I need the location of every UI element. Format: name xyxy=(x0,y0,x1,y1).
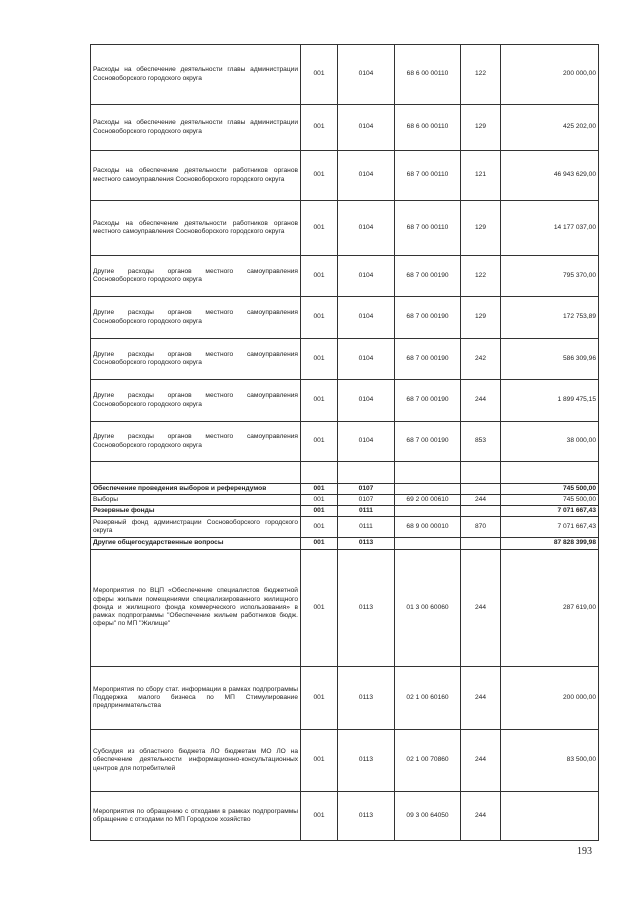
gr-code: 001 xyxy=(301,256,338,297)
amount: 200 000,00 xyxy=(501,667,599,730)
gr-code: 001 xyxy=(301,105,338,151)
amount xyxy=(501,792,599,841)
section-name: Обеспечение проведения выборов и референдумов xyxy=(91,484,301,495)
target-code: 09 3 00 64050 xyxy=(395,792,461,841)
page-number: 193 xyxy=(577,846,592,857)
table-row xyxy=(91,380,599,422)
target-code xyxy=(395,538,461,550)
gr-code: 001 xyxy=(301,339,338,380)
section-code: 0113 xyxy=(338,538,395,550)
table-row-section xyxy=(91,538,599,550)
expense-type-code: 122 xyxy=(461,45,501,105)
expense-name: Выборы xyxy=(91,495,301,506)
expense-name: Расходы на обеспечение деятельности главы администрации Сосновоборского городского округа xyxy=(91,45,301,105)
expense-type-code: 870 xyxy=(461,517,501,538)
target-code: 68 7 00 00190 xyxy=(395,339,461,380)
section-code: 0113 xyxy=(338,550,395,667)
target-code xyxy=(395,462,461,484)
expense-name: Субсидия из областного бюджета ЛО бюджетам МО ЛО на обеспечение деятельности информационно-консультационных центров для потребителей xyxy=(91,730,301,792)
section-code: 0104 xyxy=(338,151,395,201)
gr-code: 001 xyxy=(301,792,338,841)
target-code: 68 7 00 00110 xyxy=(395,201,461,256)
section-code: 0104 xyxy=(338,105,395,151)
amount xyxy=(501,462,599,484)
expense-type-code xyxy=(461,506,501,517)
expense-name: Резервный фонд администрации Сосновоборского городского округа xyxy=(91,517,301,538)
gr-code: 001 xyxy=(301,45,338,105)
gr-code: 001 xyxy=(301,667,338,730)
table-row xyxy=(91,45,599,105)
amount: 87 828 399,98 xyxy=(501,538,599,550)
expense-name: Другие расходы органов местного самоуправления Сосновоборского городского округа xyxy=(91,380,301,422)
amount: 46 943 629,00 xyxy=(501,151,599,201)
table-row xyxy=(91,667,599,730)
section-code: 0104 xyxy=(338,45,395,105)
section-code: 0104 xyxy=(338,339,395,380)
expense-type-code: 853 xyxy=(461,422,501,462)
table-row xyxy=(91,422,599,462)
section-code: 0113 xyxy=(338,667,395,730)
expense-name: Расходы на обеспечение деятельности работников органов местного самоуправления Сосновоборского городского округа xyxy=(91,151,301,201)
section-code: 0113 xyxy=(338,730,395,792)
table-row xyxy=(91,201,599,256)
gr-code: 001 xyxy=(301,517,338,538)
expense-type-code: 244 xyxy=(461,667,501,730)
expense-name xyxy=(91,462,301,484)
gr-code xyxy=(301,462,338,484)
expense-type-code: 242 xyxy=(461,339,501,380)
table-row xyxy=(91,730,599,792)
gr-code: 001 xyxy=(301,484,338,495)
amount: 172 753,89 xyxy=(501,297,599,339)
amount: 745 500,00 xyxy=(501,484,599,495)
table-row xyxy=(91,517,599,538)
gr-code: 001 xyxy=(301,730,338,792)
target-code: 68 7 00 00110 xyxy=(395,151,461,201)
expense-type-code: 244 xyxy=(461,730,501,792)
gr-code: 001 xyxy=(301,422,338,462)
expense-type-code: 129 xyxy=(461,105,501,151)
expense-type-code: 244 xyxy=(461,380,501,422)
expense-type-code: 244 xyxy=(461,495,501,506)
section-code: 0104 xyxy=(338,201,395,256)
expense-name: Мероприятия по сбору стат. информации в рамках подпрограммы Поддержка малого бизнеса по МП Стимулирование предпринимательства xyxy=(91,667,301,730)
target-code: 69 2 00 00610 xyxy=(395,495,461,506)
target-code xyxy=(395,484,461,495)
section-name: Резервные фонды xyxy=(91,506,301,517)
section-code xyxy=(338,462,395,484)
expense-name: Мероприятия по ВЦП «Обеспечение специалистов бюджетной сферы жилыми помещениями специализированного жилищного фонда и жилищного фонда коммерческого использования» в рамках подпрограммы "Обеспечение жильем работников бюдж. сферы" по МП "Жилище" xyxy=(91,550,301,667)
gr-code: 001 xyxy=(301,297,338,339)
section-code: 0104 xyxy=(338,297,395,339)
section-name: Другие общегосударственные вопросы xyxy=(91,538,301,550)
gr-code: 001 xyxy=(301,538,338,550)
budget-table xyxy=(90,44,599,841)
table-row xyxy=(91,792,599,841)
expense-type-code: 129 xyxy=(461,297,501,339)
gr-code: 001 xyxy=(301,201,338,256)
target-code: 68 7 00 00190 xyxy=(395,422,461,462)
expense-name: Расходы на обеспечение деятельности работников органов местного самоуправления Сосновоборского городского округа xyxy=(91,201,301,256)
target-code: 68 7 00 00190 xyxy=(395,297,461,339)
gr-code: 001 xyxy=(301,380,338,422)
gr-code: 001 xyxy=(301,495,338,506)
table-row xyxy=(91,550,599,667)
table-row-section xyxy=(91,506,599,517)
section-code: 0111 xyxy=(338,506,395,517)
target-code: 02 1 00 70860 xyxy=(395,730,461,792)
section-code: 0107 xyxy=(338,495,395,506)
expense-name: Другие расходы органов местного самоуправления Сосновоборского городского округа xyxy=(91,339,301,380)
gr-code: 001 xyxy=(301,151,338,201)
amount: 200 000,00 xyxy=(501,45,599,105)
expense-type-code: 122 xyxy=(461,256,501,297)
table-row xyxy=(91,297,599,339)
section-code: 0104 xyxy=(338,256,395,297)
expense-type-code: 244 xyxy=(461,792,501,841)
target-code: 68 9 00 00010 xyxy=(395,517,461,538)
table-row-section xyxy=(91,484,599,495)
section-code: 0107 xyxy=(338,484,395,495)
amount: 795 370,00 xyxy=(501,256,599,297)
table-row xyxy=(91,105,599,151)
amount: 83 500,00 xyxy=(501,730,599,792)
amount: 7 071 667,43 xyxy=(501,506,599,517)
amount: 745 500,00 xyxy=(501,495,599,506)
section-code: 0113 xyxy=(338,792,395,841)
target-code: 68 6 00 00110 xyxy=(395,45,461,105)
expense-name: Другие расходы органов местного самоуправления Сосновоборского городского округа xyxy=(91,297,301,339)
table-row xyxy=(91,462,599,484)
target-code: 68 7 00 00190 xyxy=(395,380,461,422)
target-code: 68 6 00 00110 xyxy=(395,105,461,151)
section-code: 0111 xyxy=(338,517,395,538)
expense-type-code xyxy=(461,462,501,484)
section-code: 0104 xyxy=(338,422,395,462)
target-code xyxy=(395,506,461,517)
amount: 14 177 037,00 xyxy=(501,201,599,256)
table-row xyxy=(91,495,599,506)
table-row xyxy=(91,151,599,201)
expense-name: Мероприятия по обращению с отходами в рамках подпрограммы обращение с отходами по МП Городское хозяйство xyxy=(91,792,301,841)
gr-code: 001 xyxy=(301,550,338,667)
expense-type-code: 129 xyxy=(461,201,501,256)
amount: 38 000,00 xyxy=(501,422,599,462)
amount: 287 619,00 xyxy=(501,550,599,667)
expense-type-code xyxy=(461,484,501,495)
expense-name: Другие расходы органов местного самоуправления Сосновоборского городского округа xyxy=(91,256,301,297)
table-row xyxy=(91,339,599,380)
amount: 1 899 475,15 xyxy=(501,380,599,422)
expense-name: Расходы на обеспечение деятельности главы администрации Сосновоборского городского округа xyxy=(91,105,301,151)
table-row xyxy=(91,256,599,297)
gr-code: 001 xyxy=(301,506,338,517)
section-code: 0104 xyxy=(338,380,395,422)
target-code: 68 7 00 00190 xyxy=(395,256,461,297)
expense-type-code: 121 xyxy=(461,151,501,201)
amount: 586 309,96 xyxy=(501,339,599,380)
amount: 7 071 667,43 xyxy=(501,517,599,538)
target-code: 01 3 00 60060 xyxy=(395,550,461,667)
target-code: 02 1 00 60160 xyxy=(395,667,461,730)
expense-type-code xyxy=(461,538,501,550)
expense-name: Другие расходы органов местного самоуправления Сосновоборского городского округа xyxy=(91,422,301,462)
amount: 425 202,00 xyxy=(501,105,599,151)
expense-type-code: 244 xyxy=(461,550,501,667)
